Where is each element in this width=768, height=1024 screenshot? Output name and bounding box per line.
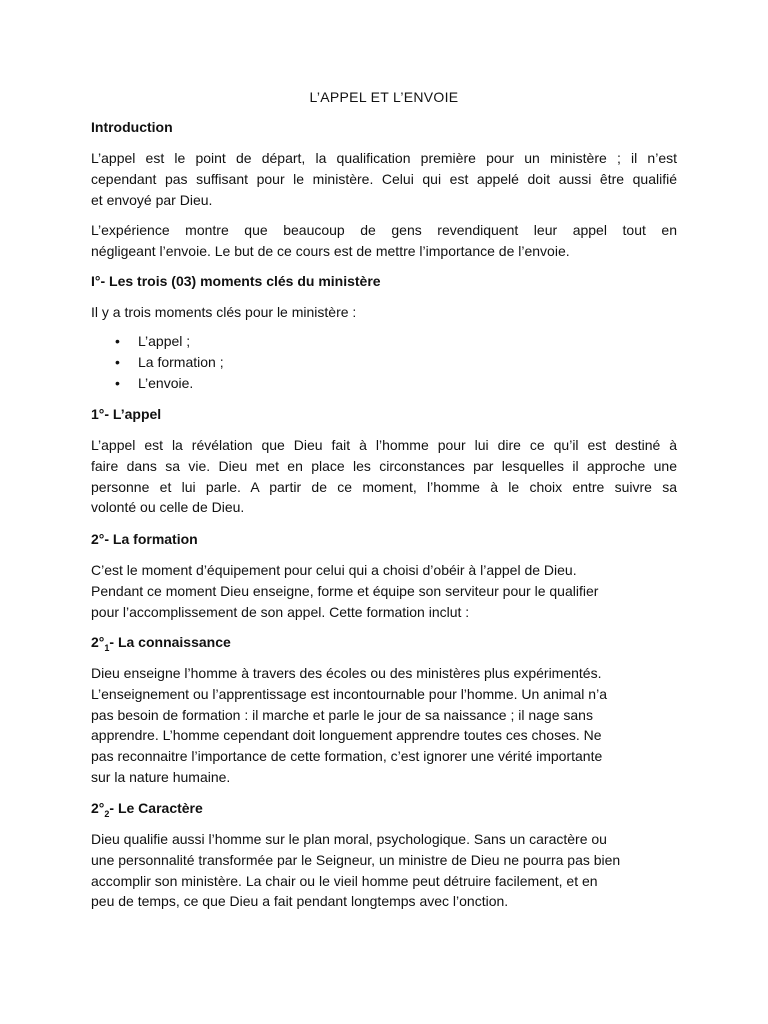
heading-section-1: I°- Les trois (03) moments clés du ministère	[91, 273, 381, 289]
text-line: pour l’accomplissement de son appel. Cette formation inclut :	[91, 603, 470, 620]
appel-paragraph	[91, 435, 677, 518]
text-line: pas reconnaitre l’importance de cette formation, c’est ignorer une vérité importante	[91, 748, 603, 765]
text-line: et envoyé par Dieu.	[91, 191, 213, 208]
bullet-icon: •	[115, 375, 120, 391]
text-line: peu de temps, ce que Dieu a fait pendant longtemps avec l’onction.	[91, 893, 509, 910]
heading-connaissance	[91, 634, 231, 653]
text-line: personne et lui parle. A partir de ce moment, l’homme à le choix entre suivre sa	[91, 478, 677, 495]
document-title: L’APPEL ET L’ENVOIE	[309, 89, 459, 105]
text-line: Dieu enseigne l’homme à travers des écoles ou des ministères plus expérimentés.	[91, 665, 602, 681]
list-item-text: L’envoie.	[138, 375, 194, 391]
text-line: sur la nature humaine.	[91, 768, 231, 785]
heading-prefix: 2°	[91, 800, 105, 816]
text-line: cependant pas suffisant pour le ministère. Celui qui est appelé doit aussi être qualifié	[91, 170, 677, 187]
text-line: Pendant ce moment Dieu enseigne, forme et équipe son serviteur pour le qualifier	[91, 582, 599, 599]
text-line: apprendre. L’homme cependant doit longuement apprendre toutes ces choses. Ne	[91, 727, 602, 744]
list-item	[91, 352, 677, 373]
caractere-paragraph	[91, 829, 677, 912]
heading-subscript: 1	[104, 642, 110, 653]
heading-caractere	[91, 800, 203, 819]
list-item-text: La formation ;	[138, 354, 224, 370]
intro-paragraph-2	[91, 220, 677, 262]
text-line: accomplir son ministère. La chair ou le vieil homme peut détruire facilement, et en	[91, 872, 598, 889]
text-line: faire dans sa vie. Dieu met en place les circonstances par lesquelles il approche une	[91, 457, 677, 474]
heading-introduction: Introduction	[91, 119, 173, 135]
heading-appel: 1°- L’appel	[91, 406, 162, 422]
text-line: L’enseignement ou l’apprentissage est incontournable pour l’homme. Un animal n’a	[91, 685, 607, 702]
list-item	[91, 373, 677, 394]
heading-subscript: 2	[104, 808, 110, 819]
intro-paragraph-1	[91, 148, 677, 210]
text-line: L’appel est la révélation que Dieu fait à l’homme pour lui dire ce qu’il est destiné à	[91, 437, 677, 453]
text-line: pas besoin de formation : il marche et parle le jour de sa naissance ; il nage sans	[91, 706, 593, 723]
heading-text: - La connaissance	[109, 634, 231, 650]
text-line: Dieu qualifie aussi l’homme sur le plan moral, psychologique. Sans un caractère ou	[91, 831, 607, 847]
list-item	[91, 331, 677, 352]
text-line: une personnalité transformée par le Seigneur, un ministre de Dieu ne pourra pas bien	[91, 851, 621, 868]
heading-prefix: 2°	[91, 634, 105, 650]
text-line: L’appel est le point de départ, la qualification première pour un ministère ; il n’est	[91, 150, 677, 166]
text-line: C’est le moment d’équipement pour celui qui a choisi d’obéir à l’appel de Dieu.	[91, 562, 577, 578]
moments-list	[91, 331, 677, 394]
list-item-text: L’appel ;	[138, 333, 191, 349]
heading-text: - Le Caractère	[109, 800, 203, 816]
heading-formation: 2°- La formation	[91, 531, 198, 547]
text-line: volonté ou celle de Dieu.	[91, 499, 245, 516]
bullet-icon: •	[115, 354, 120, 370]
connaissance-paragraph	[91, 663, 677, 788]
bullet-icon: •	[115, 333, 120, 349]
section-1-intro	[91, 302, 677, 323]
text-line: L’expérience montre que beaucoup de gens revendiquent leur appel tout en	[91, 222, 677, 238]
text-line: négligeant l’envoie. Le but de ce cours est de mettre l’importance de l’envoie.	[91, 242, 570, 259]
text-line: Il y a trois moments clés pour le ministère :	[91, 304, 357, 320]
formation-paragraph	[91, 560, 677, 622]
